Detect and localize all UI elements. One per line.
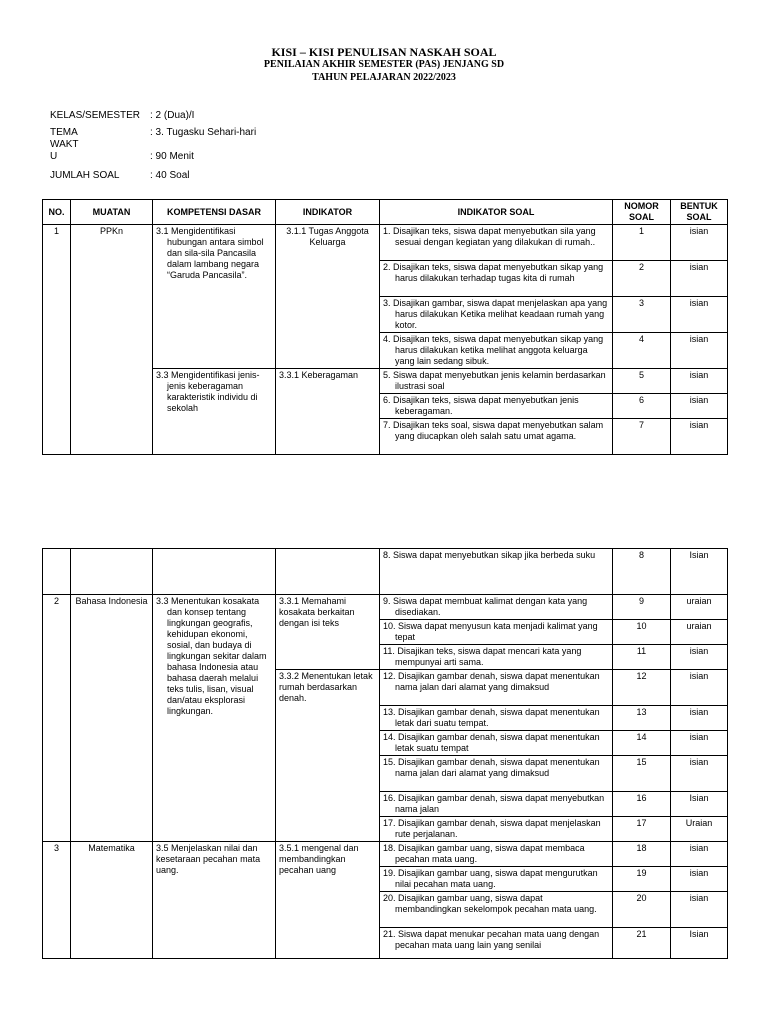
row-bentuk: isian <box>671 261 728 297</box>
header-kd: KOMPETENSI DASAR <box>153 200 276 225</box>
kisi-table-2 <box>42 548 728 959</box>
row-nomor: 16 <box>613 792 671 817</box>
row-nomor: 19 <box>613 867 671 892</box>
row-indikator: 3.3.2 Menentukan letak rumah berdasarkan denah. <box>276 670 380 842</box>
table-row <box>43 225 728 261</box>
row-nomor: 15 <box>613 756 671 792</box>
row-bentuk: uraian <box>671 620 728 645</box>
table-row <box>43 595 728 620</box>
row-bentuk: isian <box>671 892 728 928</box>
table-row <box>43 842 728 867</box>
waktu-label-2: U <box>50 151 58 162</box>
waktu-label-1: WAKT <box>50 139 79 150</box>
row-bentuk: isian <box>671 394 728 419</box>
row-indikator-soal: 13. Disajikan gambar denah, siswa dapat menentukan letak dari suatu tempat. <box>380 706 613 731</box>
row-nomor: 6 <box>613 394 671 419</box>
row-nomor: 21 <box>613 928 671 959</box>
row-nomor: 9 <box>613 595 671 620</box>
row-indikator-soal: 5. Siswa dapat menyebutkan jenis kelamin berdasarkan ilustrasi soal <box>380 369 613 394</box>
row-indikator-soal: 2. Disajikan teks, siswa dapat menyebutkan sikap yang harus dilakukan terhadap tugas kita di rumah <box>380 261 613 297</box>
row-indikator-soal: 9. Siswa dapat membuat kalimat dengan kata yang disediakan. <box>380 595 613 620</box>
row-indikator-soal: 10. Siswa dapat menyusun kata menjadi kalimat yang tepat <box>380 620 613 645</box>
row-muatan: PPKn <box>71 225 153 455</box>
row-bentuk: Isian <box>671 928 728 959</box>
header-nomor-soal: NOMOR SOAL <box>613 200 671 225</box>
row-indikator-soal: 15. Disajikan gambar denah, siswa dapat menentukan nama jalan dari alamat yang dimaksud <box>380 756 613 792</box>
row-indikator-soal: 3. Disajikan gambar, siswa dapat menjelaskan apa yang harus dilakukan Ketika melihat keadaan rumah yang kotor. <box>380 297 613 333</box>
row-muatan-empty <box>71 549 153 595</box>
row-indikator-empty <box>276 549 380 595</box>
row-bentuk: isian <box>671 225 728 261</box>
row-bentuk: isian <box>671 867 728 892</box>
row-nomor: 11 <box>613 645 671 670</box>
document-year: TAHUN PELAJARAN 2022/2023 <box>312 72 456 83</box>
row-nomor: 8 <box>613 549 671 595</box>
row-nomor: 12 <box>613 670 671 706</box>
row-bentuk: Isian <box>671 792 728 817</box>
row-indikator-soal: 12. Disajikan gambar denah, siswa dapat menentukan nama jalan dari alamat yang dimaksud <box>380 670 613 706</box>
row-no: 3 <box>43 842 71 959</box>
row-bentuk: isian <box>671 297 728 333</box>
row-indikator: 3.3.1 Keberagaman <box>276 369 380 455</box>
row-no: 1 <box>43 225 71 455</box>
row-bentuk: Isian <box>671 549 728 595</box>
row-nomor: 5 <box>613 369 671 394</box>
row-indikator-soal: 14. Disajikan gambar denah, siswa dapat menentukan letak suatu tempat <box>380 731 613 756</box>
row-bentuk: isian <box>671 756 728 792</box>
row-indikator-soal: 11. Disajikan teks, siswa dapat mencari kata yang mempunyai arti sama. <box>380 645 613 670</box>
kelas-value: : 2 (Dua)/I <box>150 110 195 121</box>
row-bentuk: isian <box>671 731 728 756</box>
table-header-row <box>43 200 728 225</box>
row-indikator-soal: 21. Siswa dapat menukar pecahan mata uang dengan pecahan mata uang lain yang senilai <box>380 928 613 959</box>
row-no: 2 <box>43 595 71 842</box>
row-nomor: 4 <box>613 333 671 369</box>
row-indikator-soal: 17. Disajikan gambar denah, siswa dapat menjelaskan rute perjalanan. <box>380 817 613 842</box>
row-indikator-soal: 19. Disajikan gambar uang, siswa dapat mengurutkan nilai pecahan mata uang. <box>380 867 613 892</box>
row-indikator-soal: 20. Disajikan gambar uang, siswa dapat membandingkan sekelompok pecahan mata uang. <box>380 892 613 928</box>
row-nomor: 13 <box>613 706 671 731</box>
row-bentuk: Uraian <box>671 817 728 842</box>
row-bentuk: isian <box>671 369 728 394</box>
waktu-value: : 90 Menit <box>150 151 194 162</box>
row-nomor: 18 <box>613 842 671 867</box>
row-nomor: 14 <box>613 731 671 756</box>
header-bentuk-soal: BENTUK SOAL <box>671 200 728 225</box>
jumlah-label: JUMLAH SOAL <box>50 170 120 181</box>
row-kd-empty <box>153 549 276 595</box>
tema-value: : 3. Tugasku Sehari-hari <box>150 127 257 138</box>
tema-label: TEMA <box>50 127 78 138</box>
row-nomor: 7 <box>613 419 671 455</box>
row-kd: 3.5 Menjelaskan nilai dan kesetaraan pecahan mata uang. <box>153 842 276 959</box>
header-no: NO. <box>43 200 71 225</box>
row-indikator-soal: 6. Disajikan teks, siswa dapat menyebutkan jenis keberagaman. <box>380 394 613 419</box>
row-nomor: 2 <box>613 261 671 297</box>
document-subtitle: PENILAIAN AKHIR SEMESTER (PAS) JENJANG SD <box>263 59 505 70</box>
row-indikator-soal: 1. Disajikan teks, siswa dapat menyebutkan sila yang sesuai dengan kegiatan yang dilakukan di rumah.. <box>380 225 613 261</box>
row-bentuk: isian <box>671 706 728 731</box>
row-kd: 3.3 Menentukan kosakata dan konsep tentang lingkungan geografis, kehidupan ekonomi, sosial, dan budaya di lingkungan sekitar dalam bahasa Indonesia atau bahasa daerah melalui teks tulis, lisan, visual dan/atau eksplorasi lingkungan. <box>153 595 276 842</box>
row-indikator-soal: 16. Disajikan gambar denah, siswa dapat menyebutkan nama jalan <box>380 792 613 817</box>
kelas-label: KELAS/SEMESTER <box>50 110 141 121</box>
row-indikator-soal: 4. Disajikan teks, siswa dapat menyebutkan sikap yang harus dilakukan ketika melihat anggota keluarga yang lain sedang sibuk. <box>380 333 613 369</box>
row-bentuk: isian <box>671 419 728 455</box>
row-muatan: Matematika <box>71 842 153 959</box>
row-no-empty <box>43 549 71 595</box>
row-indikator-soal: 18. Disajikan gambar uang, siswa dapat membaca pecahan mata uang. <box>380 842 613 867</box>
row-indikator-soal: 8. Siswa dapat menyebutkan sikap jika berbeda suku <box>380 549 613 595</box>
row-bentuk: isian <box>671 333 728 369</box>
row-bentuk: uraian <box>671 595 728 620</box>
table-row <box>43 549 728 595</box>
row-indikator: 3.1.1 Tugas Anggota Keluarga <box>276 225 380 369</box>
jumlah-value: : 40 Soal <box>150 170 190 181</box>
row-nomor: 10 <box>613 620 671 645</box>
header-indikator-soal: INDIKATOR SOAL <box>380 200 613 225</box>
row-nomor: 3 <box>613 297 671 333</box>
row-bentuk: isian <box>671 645 728 670</box>
document-title: KISI – KISI PENULISAN NASKAH SOAL <box>271 45 497 59</box>
row-muatan: Bahasa Indonesia <box>71 595 153 842</box>
header-indikator: INDIKATOR <box>276 200 380 225</box>
row-indikator: 3.5.1 mengenal dan membandingkan pecahan uang <box>276 842 380 959</box>
row-nomor: 20 <box>613 892 671 928</box>
row-nomor: 1 <box>613 225 671 261</box>
row-indikator-soal: 7. Disajikan teks soal, siswa dapat menyebutkan salam yang diucapkan oleh salah satu umat agama. <box>380 419 613 455</box>
row-indikator: 3.3.1 Memahami kosakata berkaitan dengan isi teks <box>276 595 380 670</box>
header-muatan: MUATAN <box>71 200 153 225</box>
row-bentuk: isian <box>671 670 728 706</box>
kisi-table-1 <box>42 199 728 455</box>
row-kd: 3.3 Mengidentifikasi jenis-jenis keberagaman karakteristik individu di sekolah <box>153 369 276 455</box>
row-kd: 3.1 Mengidentifikasi hubungan antara simbol dan sila-sila Pancasila dalam lambang negara “Garuda Pancasila”. <box>153 225 276 369</box>
row-nomor: 17 <box>613 817 671 842</box>
row-bentuk: isian <box>671 842 728 867</box>
